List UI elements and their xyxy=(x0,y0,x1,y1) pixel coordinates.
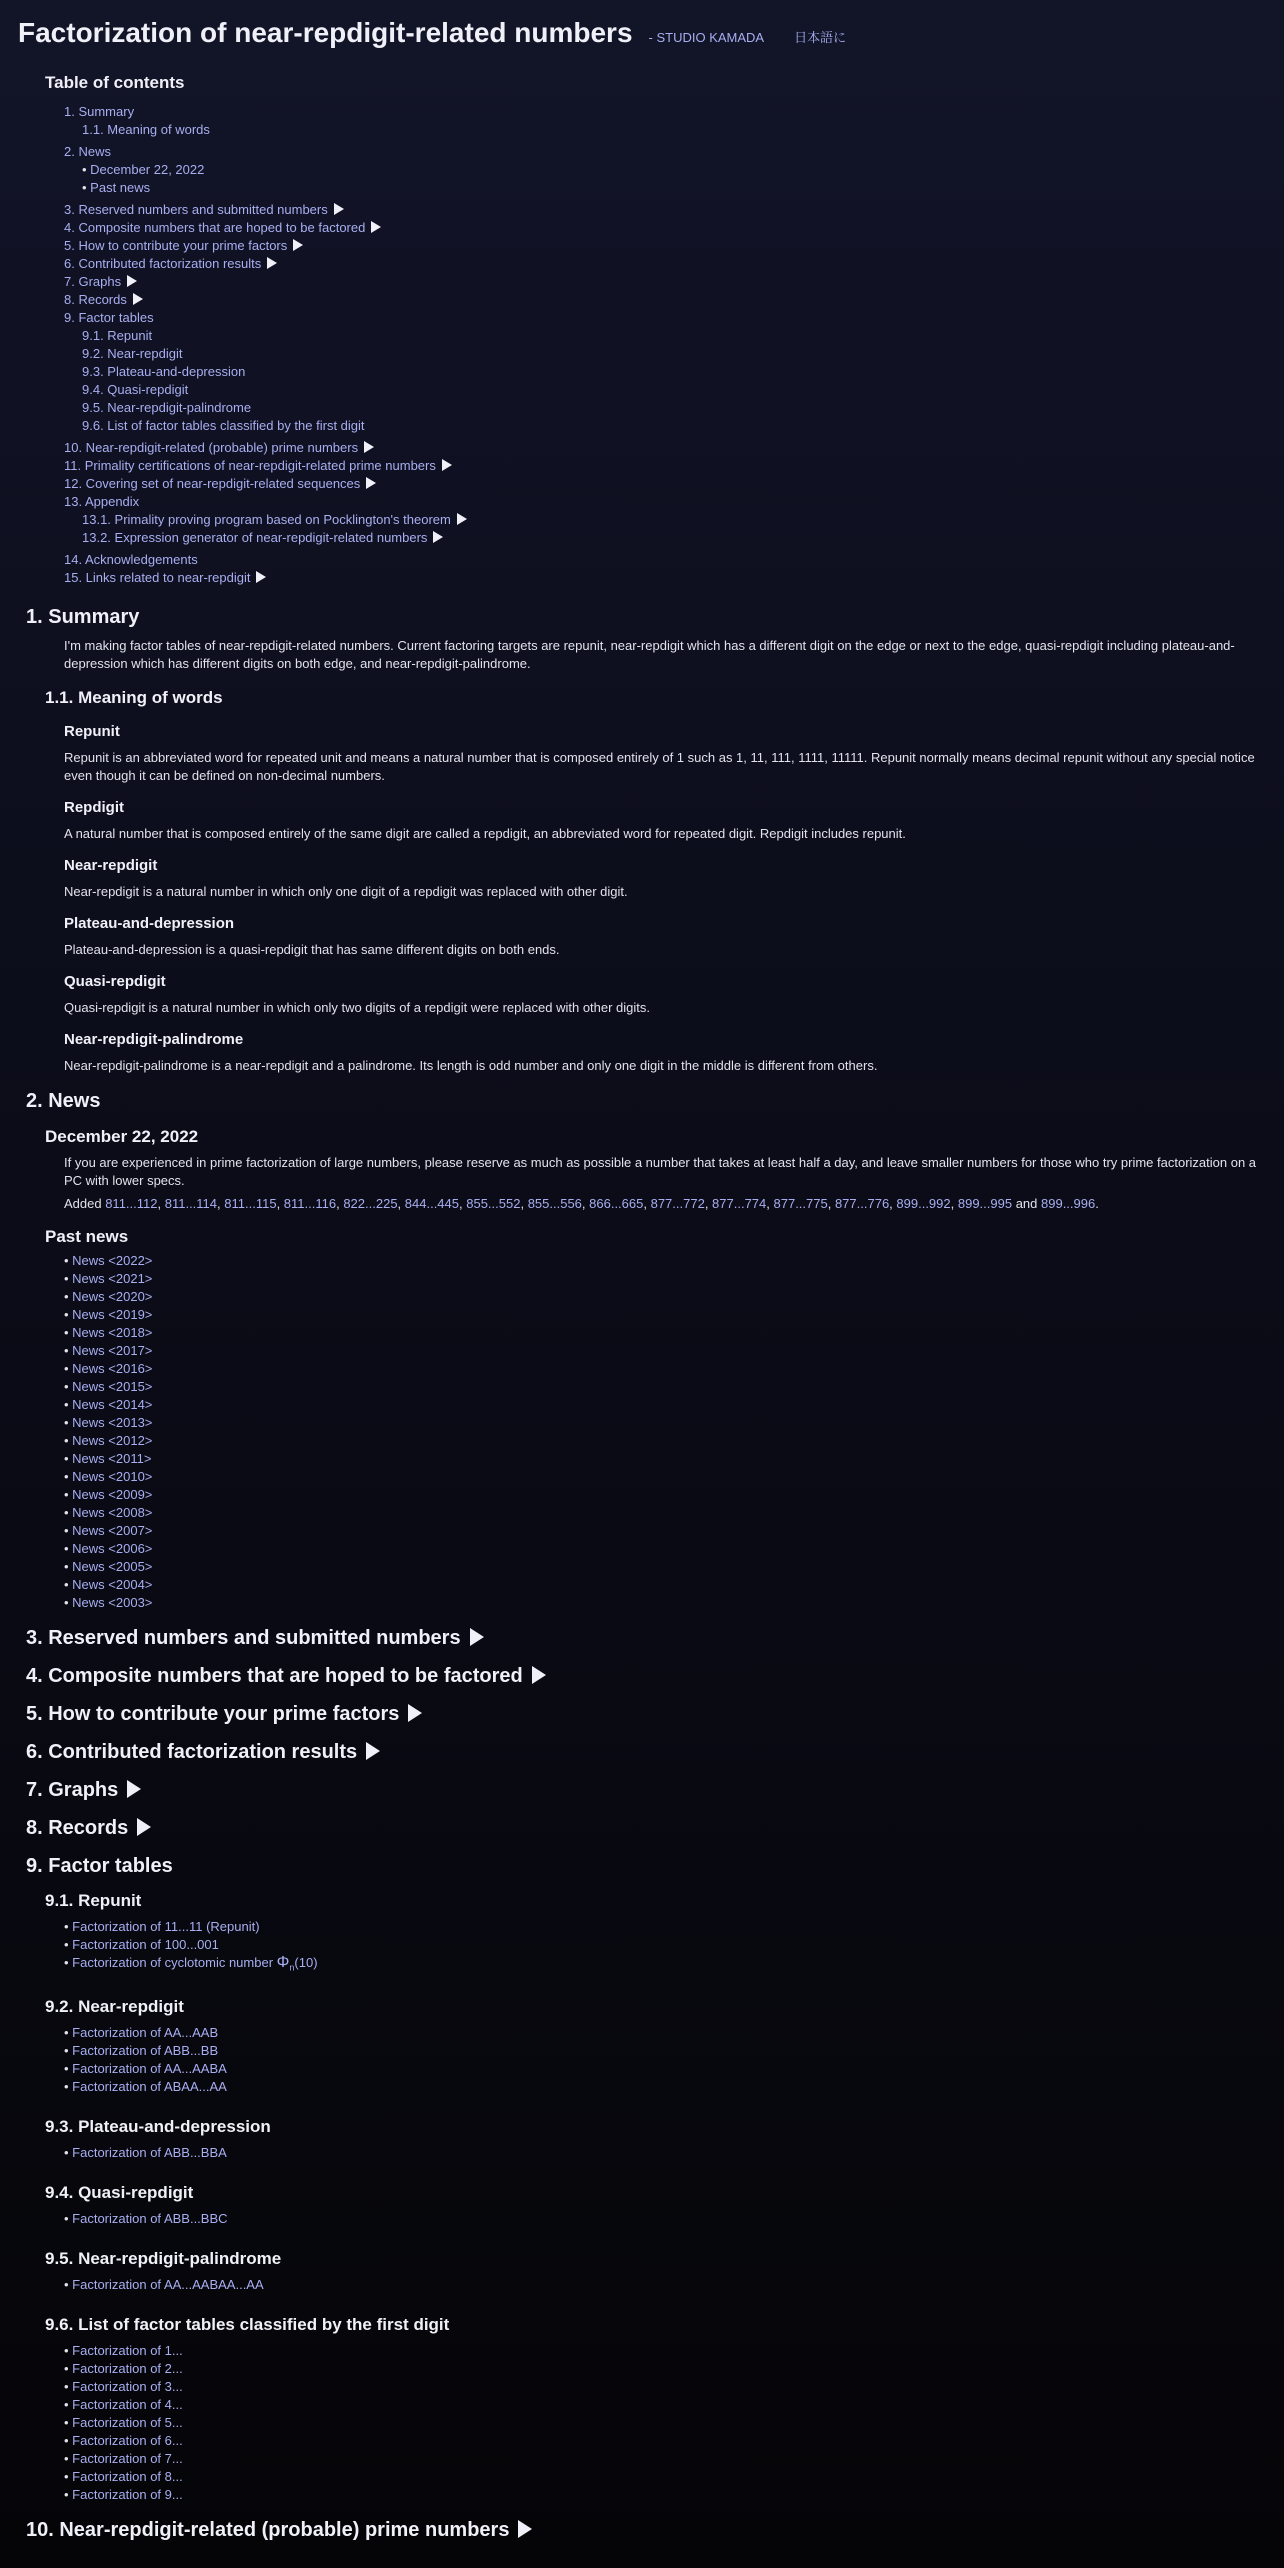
list-item xyxy=(64,1396,1284,1414)
added-number-link[interactable]: 811...112 xyxy=(105,1195,158,1211)
toc-link-contribute[interactable]: 5. How to contribute your prime factors xyxy=(64,237,288,253)
added-number-link[interactable]: 855...552 xyxy=(466,1195,521,1211)
added-and: and xyxy=(1012,1195,1041,1211)
added-number-link[interactable]: 877...774 xyxy=(712,1195,767,1211)
list-item xyxy=(64,2276,1284,2294)
past-news-link[interactable]: News <2018> xyxy=(72,1324,153,1340)
factor-table-link[interactable]: Factorization of 9... xyxy=(72,2487,183,2503)
added-number-link[interactable]: 822...225 xyxy=(343,1195,398,1211)
expand-triangle-icon[interactable] xyxy=(127,1780,141,1798)
list-item xyxy=(64,1468,1284,1486)
news-section xyxy=(0,1089,1284,1612)
list-item xyxy=(64,1954,1284,1977)
factor-table-heading: 9.4. Quasi-repdigit xyxy=(45,2183,194,2203)
past-news-link[interactable]: News <2017> xyxy=(72,1342,153,1358)
expand-triangle-icon[interactable] xyxy=(366,1742,380,1760)
factor-table-heading: 9.2. Near-repdigit xyxy=(45,1997,184,2017)
terms-list xyxy=(0,722,1284,1075)
page-title: Factorization of near-repdigit-related numbers xyxy=(18,17,633,48)
toc-link-near-repdigit[interactable]: 9.2. Near-repdigit xyxy=(82,345,183,361)
factor-table-list xyxy=(0,2210,1284,2228)
added-number-link[interactable]: 899...995 xyxy=(957,1195,1013,1211)
added-number-link[interactable]: 844...445 xyxy=(404,1195,459,1211)
section-heading-contributed[interactable]: 6. Contributed factorization results xyxy=(0,1740,1284,1764)
term-definition: A natural number that is composed entirely of the same digit are called a repdigit, an abbreviated word for repeated digit. Repdigit includes repunit. xyxy=(64,825,906,841)
term-definition: Repunit is an abbreviated word for repeated unit and means a natural number that is composed entirely of 1 such as 1, 11, 111, 1111, 11111. Repunit normally means decimal repunit without any special notice even though it can be defined on non-decimal numbers. xyxy=(64,749,1255,783)
japanese-link[interactable]: 日本語に xyxy=(794,30,847,45)
past-news-link[interactable]: News <2007> xyxy=(72,1522,153,1538)
list-item xyxy=(64,1918,1284,1936)
list-item xyxy=(64,2078,1284,2096)
added-number-link[interactable]: 877...775 xyxy=(773,1195,828,1211)
list-item xyxy=(64,2450,1284,2468)
summary-text: I'm making factor tables of near-repdigit-related numbers. Current factoring targets are repunit, near-repdigit which has a different digit on the edge or next to the edge, quasi-repdigit including plateau-and-depression which has different digits on both edge, and near-repdigit-palindrome. xyxy=(64,637,1235,671)
added-number-link[interactable]: 855...556 xyxy=(527,1195,582,1211)
toc-link-news[interactable]: 2. News xyxy=(64,143,111,159)
factor-table-list xyxy=(0,2024,1284,2096)
toc-link-expression-generator[interactable]: 13.2. Expression generator of near-repdigit-related numbers xyxy=(82,529,428,545)
list-item xyxy=(64,1270,1284,1288)
expand-triangle-icon[interactable] xyxy=(364,441,374,453)
added-line: Added 811...112, 811...114, 811...115, 811...116, 822...225, 844...445, 855...552, 855...556, 866...665, 877...772, 877...774, 877...775, 877...776, 899...992, 899...995 and 899...996. xyxy=(64,1195,1099,1211)
toc-link-past-news[interactable]: Past news xyxy=(90,179,151,195)
factor-table-link[interactable]: Factorization of ABAA...AA xyxy=(72,2079,227,2095)
expand-triangle-icon[interactable] xyxy=(256,571,266,583)
section-heading-reserved[interactable]: 3. Reserved numbers and submitted numbers xyxy=(0,1626,1284,1650)
factor-table-heading: 9.1. Repunit xyxy=(45,1890,142,1910)
factor-table-link[interactable]: Factorization of 7... xyxy=(72,2451,183,2467)
list-item xyxy=(64,2432,1284,2450)
factor-table-link[interactable]: Factorization of 5... xyxy=(72,2415,183,2431)
factor-table-link[interactable]: Factorization of AA...AABAA...AA xyxy=(72,2277,264,2293)
added-number-link[interactable]: 877...772 xyxy=(650,1195,705,1211)
news-text: If you are experienced in prime factorization of large numbers, please reserve as much as possible a number that takes at least half a day, and leave smaller numbers for those who try prime factorization on a PC with lower specs. xyxy=(64,1154,1257,1188)
toc-link-pocklington[interactable]: 13.1. Primality proving program based on Pocklington's theorem xyxy=(82,511,451,527)
added-number-link[interactable]: 877...776 xyxy=(834,1195,890,1211)
collapsed-sections xyxy=(0,1626,1284,1878)
list-item xyxy=(64,2060,1284,2078)
toc-link-links[interactable]: 15. Links related to near-repdigit xyxy=(64,569,251,585)
expand-triangle-icon[interactable] xyxy=(133,293,143,305)
summary-section xyxy=(0,605,1284,1075)
list-item xyxy=(64,2024,1284,2042)
term-heading: Repdigit xyxy=(64,798,124,816)
expand-triangle-icon[interactable] xyxy=(137,1818,151,1836)
list-item xyxy=(64,1252,1284,1270)
section-heading: 2. News xyxy=(26,1089,101,1112)
term-definition: Quasi-repdigit is a natural number in which only two digits of a repdigit were replaced with other digits. xyxy=(64,999,651,1015)
list-item xyxy=(64,1306,1284,1324)
expand-triangle-icon[interactable] xyxy=(267,257,277,269)
studio-link[interactable]: - STUDIO KAMADA xyxy=(648,30,765,45)
past-news-link[interactable]: News <2008> xyxy=(72,1504,153,1520)
expand-triangle-icon[interactable] xyxy=(334,203,344,215)
toc-link-records[interactable]: 8. Records xyxy=(64,291,127,307)
factor-table-link[interactable]: Factorization of ABB...BB xyxy=(72,2043,219,2059)
added-number-link[interactable]: 811...114 xyxy=(164,1195,218,1211)
factor-tables-section xyxy=(0,1890,1284,2505)
list-item xyxy=(64,1414,1284,1432)
factor-table-link[interactable]: Factorization of AA...AABA xyxy=(72,2061,227,2077)
page-header xyxy=(0,0,1284,58)
past-news-link[interactable]: News <2015> xyxy=(72,1378,153,1394)
list-item xyxy=(64,1576,1284,1594)
expand-triangle-icon[interactable] xyxy=(408,1704,422,1722)
past-news-link[interactable]: News <2004> xyxy=(72,1576,153,1592)
factor-table-link[interactable]: Factorization of 4... xyxy=(72,2397,183,2413)
factor-table-heading: 9.5. Near-repdigit-palindrome xyxy=(45,2249,282,2269)
expand-triangle-icon[interactable] xyxy=(293,239,303,251)
toc-link-summary[interactable]: 1. Summary xyxy=(64,103,135,119)
expand-triangle-icon[interactable] xyxy=(532,1666,546,1684)
list-item xyxy=(64,2396,1284,2414)
factor-table-heading: 9.6. List of factor tables classified by the first digit xyxy=(45,2315,450,2335)
list-item xyxy=(64,1936,1284,1954)
past-news-link[interactable]: News <2003> xyxy=(72,1594,153,1610)
section-heading-primes[interactable]: 10. Near-repdigit-related (probable) prime numbers xyxy=(0,2518,1284,2542)
section-heading-records[interactable]: 8. Records xyxy=(0,1816,1284,1840)
toc-link-acknowledgements[interactable]: 14. Acknowledgements xyxy=(64,551,198,567)
added-number-link[interactable]: 811...116 xyxy=(283,1195,337,1211)
factor-table-link[interactable]: Factorization of 11...11 (Repunit) xyxy=(72,1918,260,1934)
list-item xyxy=(64,1360,1284,1378)
toc-link-contributed[interactable]: 6. Contributed factorization results xyxy=(64,255,262,271)
past-news-link[interactable]: News <2010> xyxy=(72,1468,153,1484)
list-item xyxy=(64,1288,1284,1306)
toc-link-first-digit[interactable]: 9.6. List of factor tables classified by the first digit xyxy=(82,417,365,433)
list-item xyxy=(64,2144,1284,2162)
section-heading-factor-tables: 9. Factor tables xyxy=(26,1854,173,1877)
past-news-link[interactable]: News <2005> xyxy=(72,1558,153,1574)
factor-table-link[interactable]: Factorization of 3... xyxy=(72,2379,183,2395)
toc-link-reserved[interactable]: 3. Reserved numbers and submitted numbers xyxy=(64,201,328,217)
added-number-link[interactable]: 811...115 xyxy=(224,1195,277,1211)
list-item xyxy=(64,2210,1284,2228)
factor-table-link[interactable]: Factorization of 100...001 xyxy=(72,1936,219,1952)
factor-table-link[interactable]: Factorization of ABB...BBC xyxy=(72,2211,228,2227)
toc-link-certifications[interactable]: 11. Primality certifications of near-repdigit-related prime numbers xyxy=(64,457,436,473)
cyclotomic-link[interactable]: Factorization of cyclotomic number $\Phi_n(10)$ xyxy=(72,1953,318,1973)
factor-table-link[interactable]: Factorization of ABB...BBA xyxy=(72,2145,227,2161)
past-news-link[interactable]: News <2006> xyxy=(72,1540,153,1556)
expand-triangle-icon[interactable] xyxy=(371,221,381,233)
past-news-link[interactable]: News <2014> xyxy=(72,1396,153,1412)
toc-link-quasi[interactable]: 9.4. Quasi-repdigit xyxy=(82,381,189,397)
list-item xyxy=(64,2486,1284,2504)
factor-table-list xyxy=(0,2144,1284,2162)
past-news-link[interactable]: News <2016> xyxy=(72,1360,153,1376)
past-news-link[interactable]: News <2012> xyxy=(72,1432,153,1448)
past-news-link[interactable]: News <2019> xyxy=(72,1306,153,1322)
factor-table-link[interactable]: Factorization of AA...AAB xyxy=(72,2025,219,2041)
past-news-link[interactable]: News <2009> xyxy=(72,1486,153,1502)
list-item xyxy=(64,2342,1284,2360)
toc-link-graphs[interactable]: 7. Graphs xyxy=(64,273,122,289)
expand-triangle-icon[interactable] xyxy=(366,477,376,489)
list-item xyxy=(64,1540,1284,1558)
list-item xyxy=(64,1432,1284,1450)
news-date: December 22, 2022 xyxy=(45,1126,199,1146)
toc-link-repunit[interactable]: 9.1. Repunit xyxy=(82,327,153,343)
term-definition: Near-repdigit-palindrome is a near-repdigit and a palindrome. Its length is odd number and only one digit in the middle is different from others. xyxy=(64,1057,878,1073)
toc-link-factor-tables[interactable]: 9. Factor tables xyxy=(64,309,154,325)
toc-link-covering-set[interactable]: 12. Covering set of near-repdigit-related sequences xyxy=(64,475,361,491)
past-news-link[interactable]: News <2011> xyxy=(72,1450,152,1466)
term-definition: Plateau-and-depression is a quasi-repdigit that has same different digits on both ends. xyxy=(64,941,560,957)
list-item xyxy=(64,2360,1284,2378)
factor-table-link[interactable]: Factorization of 6... xyxy=(72,2433,183,2449)
list-item xyxy=(64,1450,1284,1468)
list-item xyxy=(64,1378,1284,1396)
list-item xyxy=(64,2042,1284,2060)
expand-triangle-icon[interactable] xyxy=(433,531,443,543)
term-heading: Repunit xyxy=(64,722,120,740)
factor-table-list xyxy=(0,1918,1284,1977)
list-item xyxy=(64,1522,1284,1540)
term-heading: Near-repdigit xyxy=(64,856,158,874)
factor-table-heading: 9.3. Plateau-and-depression xyxy=(45,2117,271,2137)
list-item xyxy=(64,2414,1284,2432)
section-heading-graphs[interactable]: 7. Graphs xyxy=(0,1778,1284,1802)
factor-table-list xyxy=(0,2342,1284,2504)
past-news-list xyxy=(0,1252,1284,1612)
expand-triangle-icon[interactable] xyxy=(518,2520,532,2538)
toc-link-meaning-of-words[interactable]: 1.1. Meaning of words xyxy=(82,121,210,137)
list-item xyxy=(64,1594,1284,1612)
list-item xyxy=(64,1558,1284,1576)
toc-link-appendix[interactable]: 13. Appendix xyxy=(64,493,140,509)
list-item xyxy=(64,1342,1284,1360)
toc-link-plateau[interactable]: 9.3. Plateau-and-depression xyxy=(82,363,246,379)
added-end: . xyxy=(1095,1195,1099,1211)
expand-triangle-icon[interactable] xyxy=(457,513,467,525)
factor-table-link[interactable]: Factorization of 1... xyxy=(72,2343,183,2359)
toc-link-news-date[interactable]: December 22, 2022 xyxy=(90,161,205,177)
section-heading: 1. Summary xyxy=(26,605,140,628)
expand-triangle-icon[interactable] xyxy=(442,459,452,471)
list-item xyxy=(64,2378,1284,2396)
term-heading: Plateau-and-depression xyxy=(64,914,235,932)
past-news-link[interactable]: News <2020> xyxy=(72,1288,153,1304)
term-heading: Near-repdigit-palindrome xyxy=(64,1030,244,1048)
list-item xyxy=(64,2468,1284,2486)
added-number-link[interactable]: 899...992 xyxy=(896,1195,951,1211)
term-heading: Quasi-repdigit xyxy=(64,972,166,990)
list-item xyxy=(64,1324,1284,1342)
section-heading-contribute[interactable]: 5. How to contribute your prime factors xyxy=(0,1702,1284,1726)
table-of-contents xyxy=(0,72,1284,587)
toc-list xyxy=(45,103,1284,587)
term-definition: Near-repdigit is a natural number in which only one digit of a repdigit was replaced with other digit. xyxy=(64,883,628,899)
past-news-link[interactable]: News <2022> xyxy=(72,1252,153,1268)
list-item xyxy=(64,1504,1284,1522)
toc-link-composite[interactable]: 4. Composite numbers that are hoped to be factored xyxy=(64,219,366,235)
toc-title: Table of contents xyxy=(45,72,185,92)
factor-table-link[interactable]: Factorization of 2... xyxy=(72,2361,183,2377)
section-heading-composite[interactable]: 4. Composite numbers that are hoped to be factored xyxy=(0,1664,1284,1688)
expand-triangle-icon[interactable] xyxy=(127,275,137,287)
subsection-heading: 1.1. Meaning of words xyxy=(45,687,223,707)
added-number-link[interactable]: 899...996 xyxy=(1041,1195,1096,1211)
list-item xyxy=(64,1486,1284,1504)
past-news-link[interactable]: News <2013> xyxy=(72,1414,153,1430)
factor-table-list xyxy=(0,2276,1284,2294)
added-prefix: Added xyxy=(64,1195,106,1211)
added-number-link[interactable]: 866...665 xyxy=(589,1195,644,1211)
toc-link-primes[interactable]: 10. Near-repdigit-related (probable) prime numbers xyxy=(64,439,359,455)
past-news-link[interactable]: News <2021> xyxy=(72,1270,153,1286)
factor-table-link[interactable]: Factorization of 8... xyxy=(72,2469,183,2485)
past-news-heading: Past news xyxy=(45,1226,129,1246)
expand-triangle-icon[interactable] xyxy=(470,1628,484,1646)
toc-link-palindrome[interactable]: 9.5. Near-repdigit-palindrome xyxy=(82,399,252,415)
